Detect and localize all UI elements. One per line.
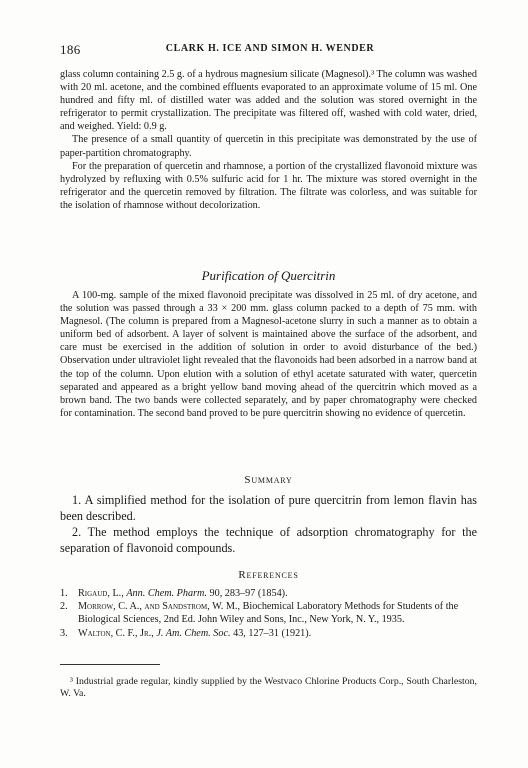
- summary-item: 1. A simplified method for the isolation of pure quercitrin from lemon flavin has been described.: [60, 493, 477, 523]
- paragraph: A 100-mg. sample of the mixed flavonoid precipitate was dissolved in 25 ml. of dry acetone, and the solution was passed through a 33 × 200 mm. glass column packed to a depth of 75 mm. with Magnesol. (The column is prepared from a Magnesol-acetone slurry in such a manner as to obtain a uniform bed of adsorbent. A layer of solvent is maintained above the surface of the adsorbent, and care must be exercised in the addition of solution in order to avoid disturbance of the bed.) Observation under ultraviolet light revealed that the flavonoids had been adsorbed in a narrow band at the top of the column. Upon elution with a solution of ethyl acetate saturated with water, quercetin separated and appeared as a bright yellow band moving ahead of the quercitrin which moved as a brown band. The two bands were collected separately, and by paper chromatography were checked for contamination. The second band proved to be pure quercitrin showing no evidence of quercetin.: [60, 290, 477, 419]
- paragraph: For the preparation of quercetin and rhamnose, a portion of the crystallized flavonoid mixture was hydrolyzed by refluxing with 0.5% sulfuric acid for 1 hr. The mixture was stored overnight in the refrigerator and the quercetin removed by filtration. The filtrate was colorless, and was suitable for the isolation of rhamnose without decolorization.: [60, 160, 477, 211]
- reference-number: 3.: [60, 627, 68, 639]
- reference-journal: Ann. Chem. Pharm.: [126, 588, 207, 599]
- reference-list: [60, 587, 477, 640]
- reference-item: [60, 600, 477, 626]
- reference-details: Biochemical Laboratory Methods for Students of the Biological Sciences, 2nd Ed. John Wiley and Sons, Inc., New York, N. Y., 1935.: [78, 601, 459, 626]
- reference-number: 1.: [60, 588, 68, 599]
- section-heading-references: References: [238, 569, 299, 581]
- reference-authors: Walton, C. F., Jr.,: [78, 627, 154, 639]
- reference-details: 90, 283–97 (1854).: [206, 588, 288, 599]
- reference-details: 43, 127–31 (1921).: [230, 627, 312, 639]
- reference-item: [60, 627, 477, 640]
- footnote-text: ³ Industrial grade regular, kindly supplied by the Westvaco Chlorine Products Corp., South Charleston, W. Va.: [60, 676, 477, 700]
- section-heading-purification: Purification of Quercitrin: [201, 268, 336, 283]
- footnote-divider: [60, 664, 160, 665]
- running-head: [60, 42, 480, 58]
- page-number: 186: [60, 42, 81, 57]
- reference-item: [60, 587, 477, 600]
- summary-list: [60, 492, 477, 556]
- reference-authors: Rigaud, L.,: [78, 588, 124, 599]
- paragraph: The presence of a small quantity of quercetin in this precipitate was demonstrated by the use of paper-partition chromatography.: [60, 134, 477, 159]
- purification-text: [60, 289, 477, 420]
- footnote: [60, 676, 477, 701]
- methods-text: [60, 68, 477, 212]
- reference-number: 2.: [60, 601, 68, 613]
- reference-authors: Morrow, C. A., and Sandstrom, W. M.,: [78, 601, 241, 613]
- reference-journal: J. Am. Chem. Soc.: [156, 627, 231, 639]
- running-title: CLARK H. ICE AND SIMON H. WENDER: [165, 43, 375, 54]
- paragraph: glass column containing 2.5 g. of a hydrous magnesium silicate (Magnesol).³ The column was washed with 20 ml. acetone, and the combined effluents evaporated to an approximate volume of 15 ml. One hundred and fifty ml. of distilled water was added and the solution was stored overnight in the refrigerator to permit crystallization. The precipitate was filtered off, washed with cold water, dried, and weighed. Yield: 0.9 g.: [60, 69, 477, 133]
- section-heading-summary: Summary: [244, 474, 293, 486]
- summary-item: 2. The method employs the technique of adsorption chromatography for the separation of flavonoid compounds.: [60, 525, 477, 555]
